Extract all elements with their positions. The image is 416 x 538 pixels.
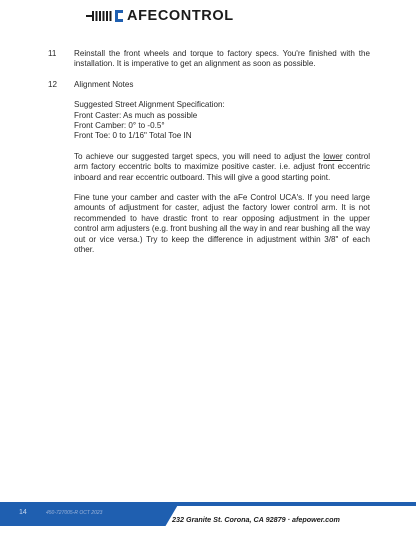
para1-before: To achieve our suggested target specs, you will need to adjust the [74, 151, 324, 161]
step-title: Alignment Notes [74, 79, 134, 89]
brand-name-part2: CONTROL [157, 8, 234, 24]
para1-underlined: lower [323, 151, 343, 161]
spec-heading: Suggested Street Alignment Specification: [74, 100, 225, 110]
afe-control-logo [86, 8, 234, 24]
step-item [48, 80, 370, 90]
fine-tune-paragraph: Fine tune your camber and caster with the aFe Control UCA's. If you need large amounts of adjustment for caster, adjust the factory lower control arm. It is not recommended to have drastic front to rear opposing adjustment in the upper control arm adjusters (e.g. front bushing all the way in and rear bushing all the way out or vice versa.) Try to keep the difference in adjustment within 3/8" of each other. [74, 193, 370, 255]
target-specs-paragraph [74, 152, 370, 183]
page-header [0, 0, 416, 30]
step-number: 11 [48, 49, 57, 58]
company-address: 232 Granite St. Corona, CA 92879 · afepower.com [172, 515, 340, 524]
step-number: 12 [48, 79, 58, 89]
step-item [48, 49, 370, 70]
alignment-spec [74, 100, 370, 142]
brand-name-part1: AFE [127, 8, 158, 24]
step-text: Reinstall the front wheels and torque to factory specs. You're finished with the installation. It is imperative to get an alignment as soon as possible. [74, 49, 370, 69]
coilover-icon [86, 9, 124, 23]
instructions-content [48, 49, 370, 266]
spec-toe: Front Toe: 0 to 1/16" Total Toe IN [74, 131, 192, 141]
page-footer [0, 502, 416, 538]
para1-after: control arm factory eccentric bolts to maximize positive caster. i.e. adjust front eccentric inboard and rear eccentric outboard. This will give a good starting point. [74, 151, 370, 182]
alignment-notes-body [48, 100, 370, 255]
document-code: 450-727005-R OCT 2023 [46, 510, 103, 516]
spec-caster: Front Caster: As much as possible [74, 110, 198, 120]
spec-camber: Front Camber: 0° to -0.5° [74, 121, 165, 131]
page-number: 14 [19, 509, 27, 516]
brand-wordmark [127, 8, 234, 24]
